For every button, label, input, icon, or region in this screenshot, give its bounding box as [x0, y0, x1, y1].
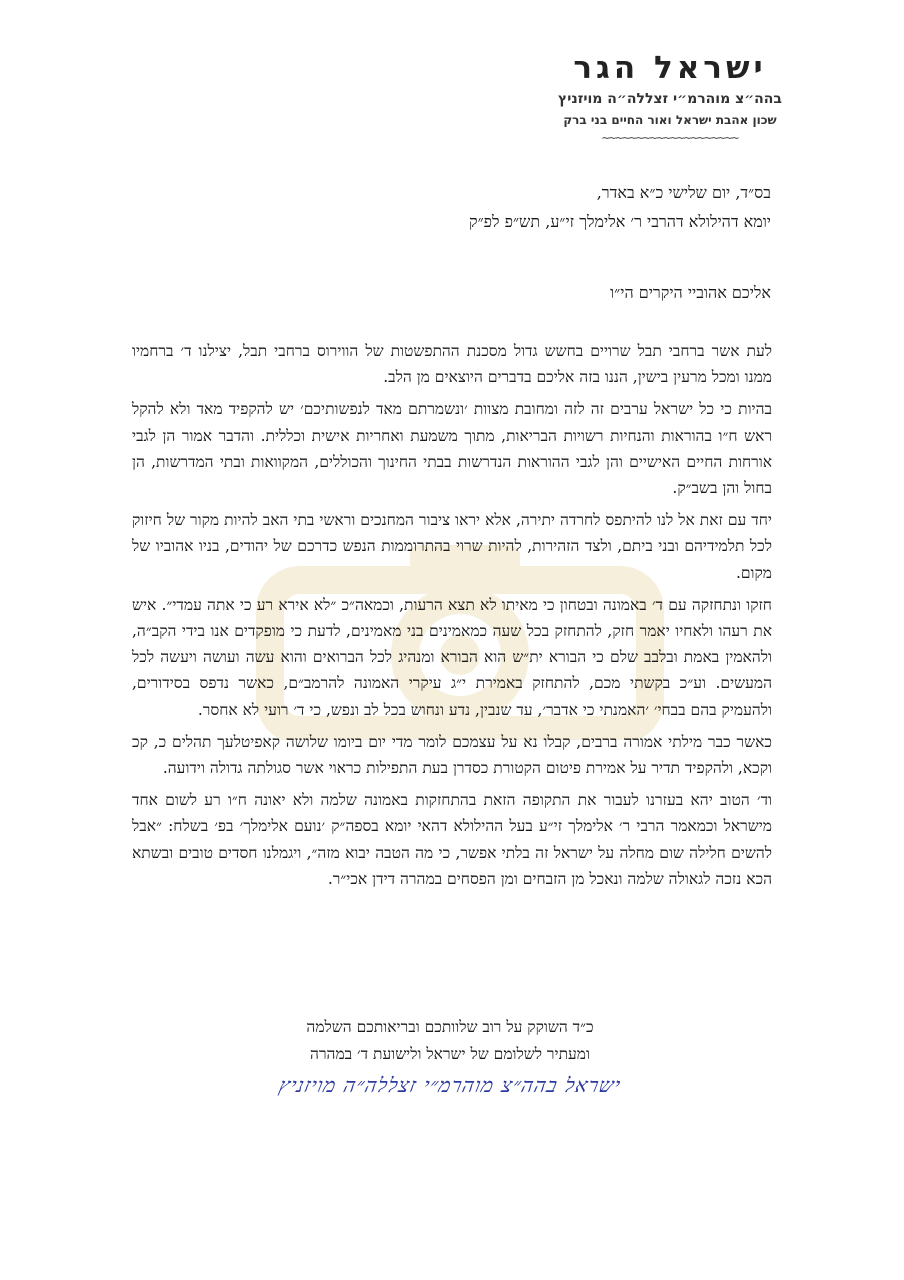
- letterhead: [520, 48, 820, 158]
- closing-block: [180, 1014, 720, 1099]
- closing-line-2: ומעתיר לשלומם של ישראל ולישועת ד׳ במהרה: [310, 1045, 590, 1063]
- date-block: [271, 178, 771, 236]
- paragraph-5: כאשר כבר מילתי אמורה ברבים, קבלו נא על עצמכם לומר מדי יום ביומו שלושה קאפיטלעך תהלים כ, קכ וקכא, ולהקפיד תדיר על אמירת פיטום הקטורת כסדרן בעת התפילות כראוי אשר סגולתה גדולה וידועה.: [132, 732, 772, 778]
- letterhead-name: ישראל הגר: [573, 50, 767, 86]
- handwritten-signature: ישראל בהה״צ מוהרמ״י זצללה״ה מויזניץ: [276, 1073, 624, 1097]
- date-line-1: בס״ד, יום שלישי כ״א באדר,: [596, 183, 771, 202]
- letterhead-address: שכון אהבת ישראל ואור החיים בני ברק: [563, 113, 777, 127]
- greeting: אליכם אהוביי היקרים הי״ו: [610, 283, 771, 302]
- paragraph-3: יחד עם זאת אל לנו להיתפס לחרדה יתירה, אלא יראו ציבור המחנכים וראשי בתי האב להיות מקור של חיזוק לכל תלמידיהם ובני ביתם, ולצד הזהירות, להיות שרוי בהתרוממות הנפש כדרכם של יהודים, בניו אהוביו של מקום.: [132, 511, 772, 582]
- letter-body: [132, 338, 772, 898]
- paragraph-2: בהיות כי כל ישראל ערבים זה לזה ומחובת מצוות ׳ונשמרתם מאד לנפשותיכם׳ יש להקפיד מאד ולא להקל ראש ח״ו בהוראות והנחיות רשויות הבריאות, מתוך משמעת ואחריות אישית וכללית. והדבר אמור הן לגבי אורחות החיים האישיים והן לגבי ההוראות הנדרשות בבתי החינוך והכוללים, המקוואות ובתי המדרשות, הן בחול והן בשב״ק.: [132, 400, 772, 498]
- paragraph-6: וד׳ הטוב יהא בעזרנו לעבור את התקופה הזאת בהתחזקות באמונה שלמה ולא יאונה ח״ו רע לשום אחד מישראל וכמאמר הרבי ר׳ אלימלך זי״ע בעל ההילולא דהאי יומא בספה״ק ׳נועם אלימלך׳ בפ׳ בשלח: ״אבל להשים חלילה שום מחלה על ישראל זה בלתי אפשר, כי מה הטבה יבוא מזה״, ויגמלנו חסדים טובים ובשתא הכא נזכה לגאולה שלמה ונאכל מן הזבחים ומן הפסחים במהרה דידן אכי״ר.: [132, 791, 772, 888]
- paragraph-4: חזקו ונתחזקה עם ד׳ באמונה ובטחון כי מאיתו לא תצא הרעות, וכמאה״כ ״לא אירא רע כי אתה עמדי״. איש את רעהו ולאחיו יאמר חזק, להתחזק בכל שעה כמאמינים בני מאמינים, לדעת כי מופקדים אנו בידי הקב״ה, ולהאמין באמת ובלבב שלם כי הבורא ית״ש הוא הבורא ומנהיג לכל הברואים והוא עשה ועושה ויעשה לכל המעשים. וע״כ בקשתי מכם, להתחזק באמירת י״ג עיקרי האמונה להרמב״ם, כאשר נדפס בסידורים, ולהעמיק בהם בבחי׳ ׳האמנתי כי אדבר׳, עד שנבין, נדע ונחוש בכל לב ונפש, כי ד׳ רועי לא אחסר.: [132, 595, 772, 719]
- closing-line-1: כ״ד השוקק על רוב שלוותכם ובריאותכם השלמה: [306, 1018, 594, 1036]
- date-line-2: יומא דהילולא דהרבי ר׳ אלימלך זי״ע, תש״פ לפ״ק: [469, 212, 771, 231]
- letterhead-divider: ~~~~~~~~~~~~~~~~~~~~: [601, 131, 739, 146]
- paragraph-1: לעת אשר ברחבי תבל שרויים בחשש גדול מסכנת ההתפשטות של הווירוס ברחבי תבל, יצילנו ד׳ ברחמיו ממנו ומכל מרעין בישין, הננו בזה אליכם בדברים היוצאים מן הלב.: [132, 342, 772, 387]
- letterhead-subtitle: בהה״צ מוהרמ״י זצללה״ה מויזניץ: [558, 91, 782, 107]
